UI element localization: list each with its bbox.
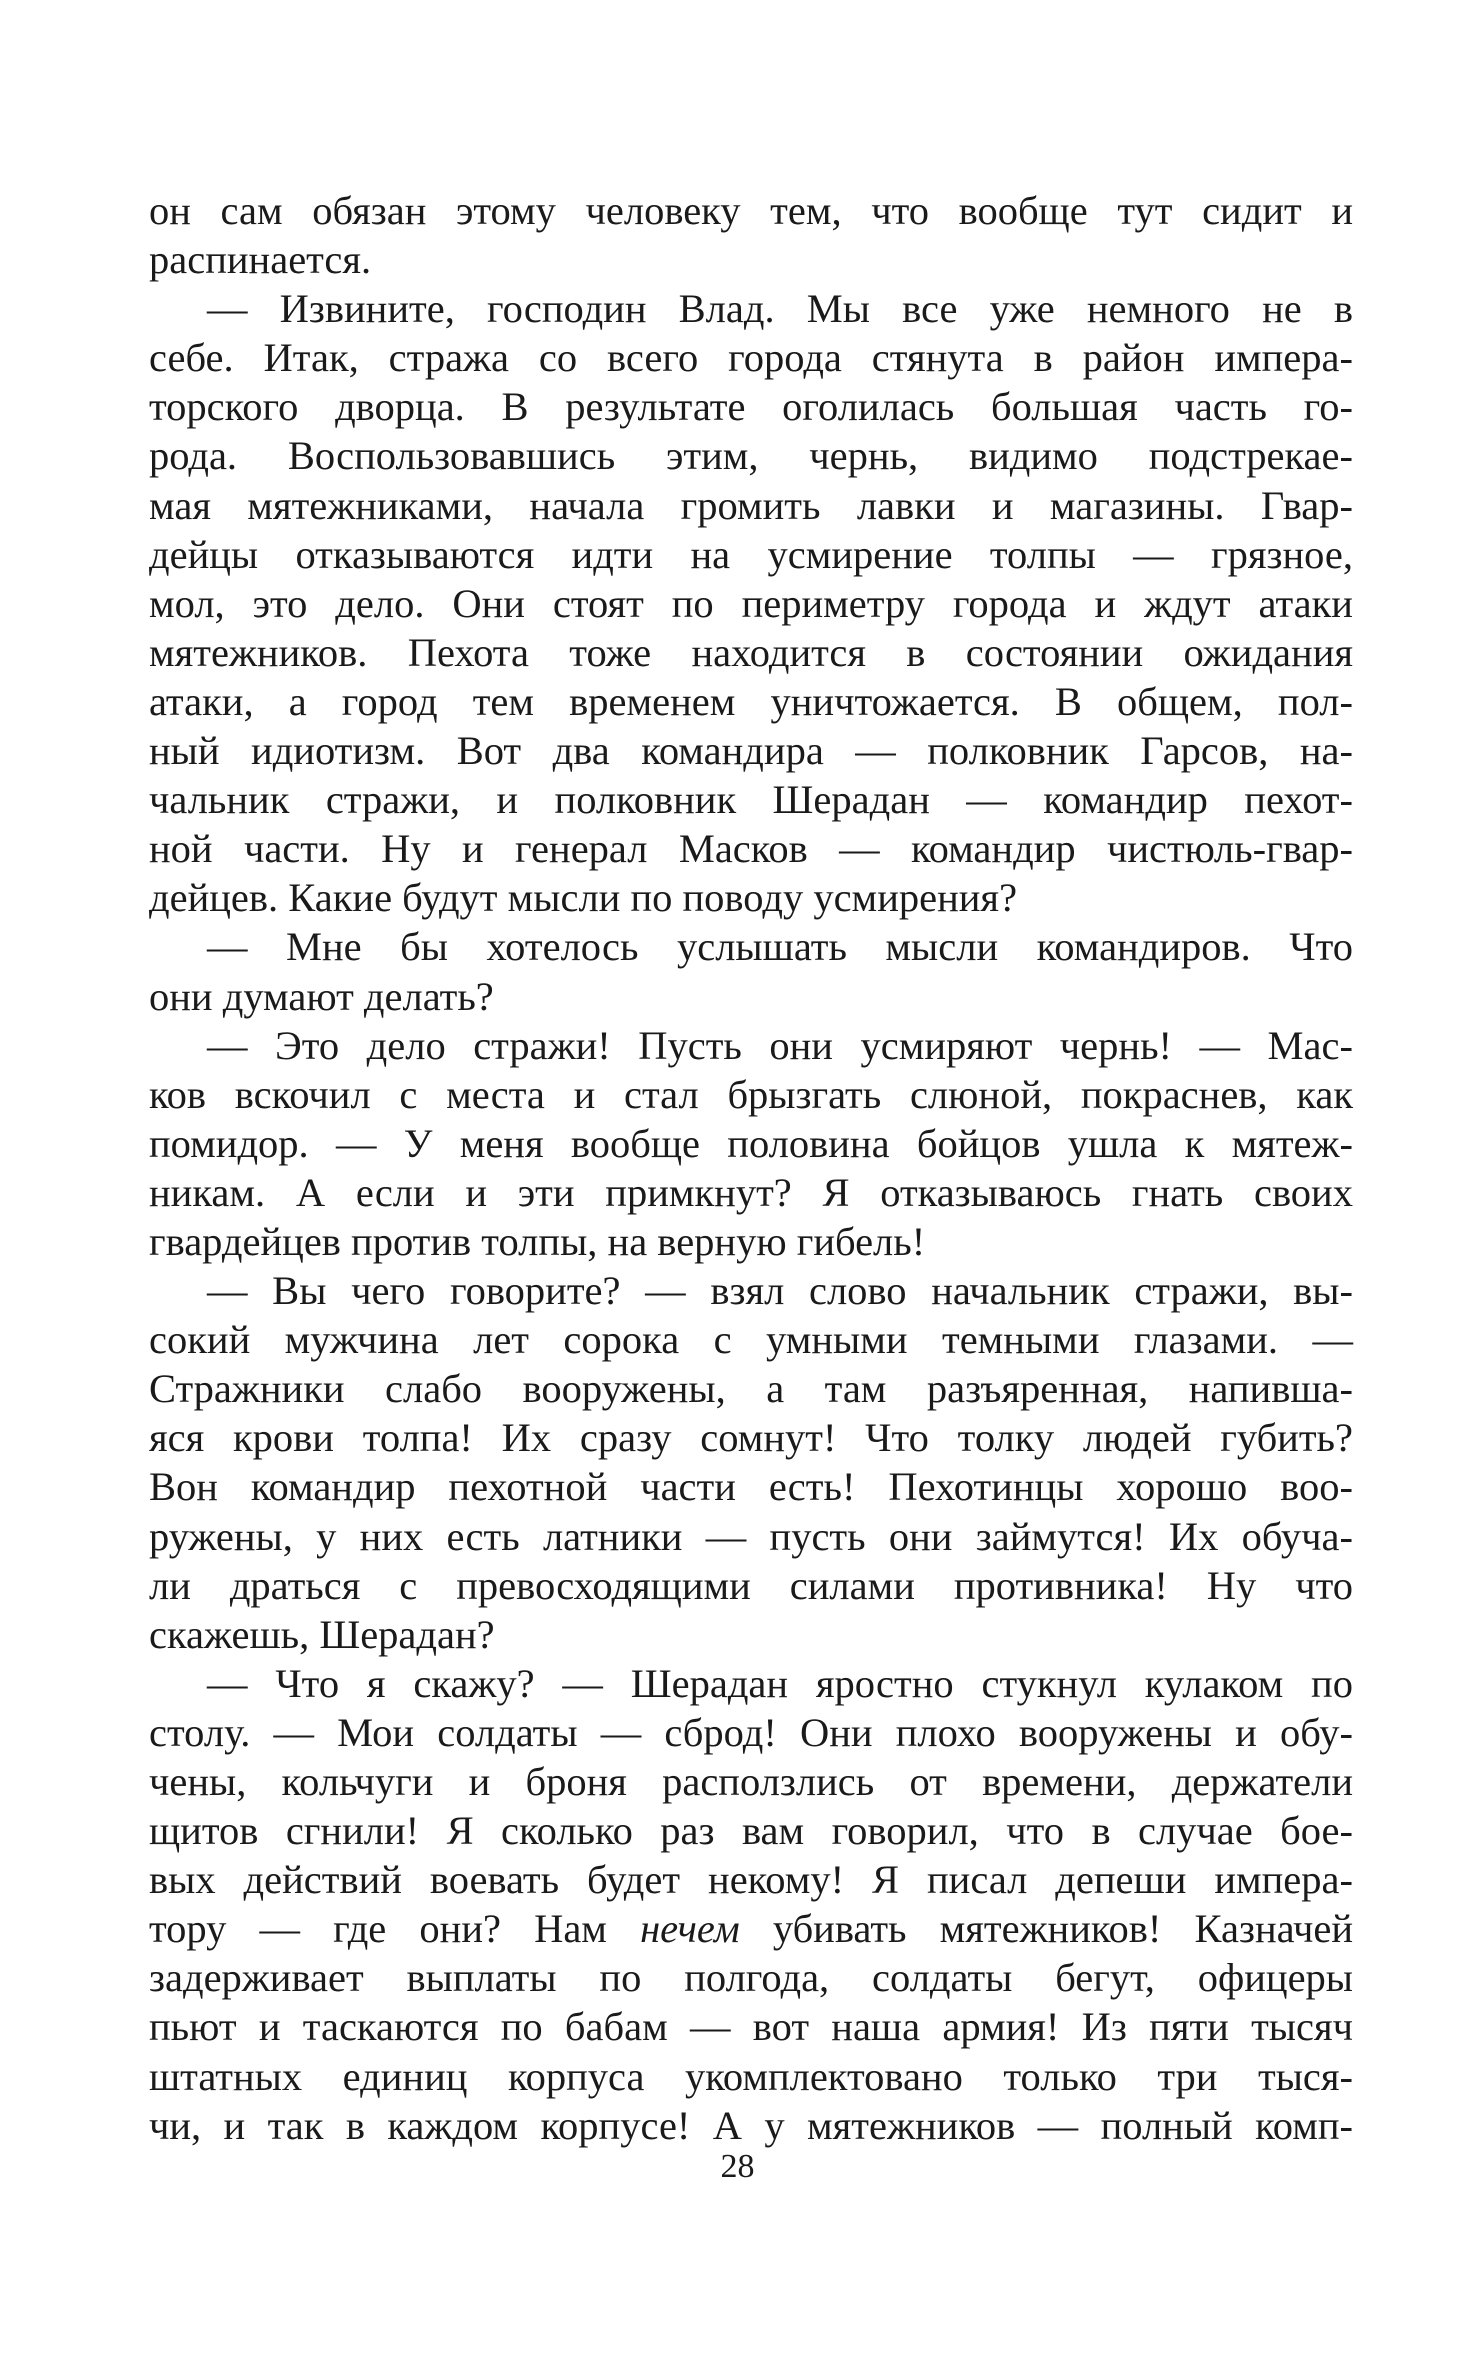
text-line: столу. — Мои солдаты — сброд! Они плохо вооружены и обу- bbox=[149, 1709, 1353, 1755]
text-line: мол, это дело. Они стоят по периметру города и ждут атаки bbox=[149, 580, 1353, 626]
text-line: ный идиотизм. Вот два командира — полковник Гарсов, на- bbox=[149, 728, 1353, 774]
italic-emphasis: нечем bbox=[640, 1906, 740, 1952]
text-line: — Извините, господин Влад. Мы все уже немного не в bbox=[207, 286, 1353, 332]
text-line: — Вы чего говорите? — взял слово начальник стражи, вы- bbox=[207, 1268, 1353, 1314]
text-line: чальник стражи, и полковник Шерадан — командир пехот- bbox=[149, 777, 1353, 823]
text-line: дейцев. Какие будут мысли по поводу усмирения? bbox=[149, 875, 1018, 921]
text-segment: тору — где они? Нам bbox=[149, 1906, 641, 1952]
text-line: ков вскочил с места и стал брызгать слюной, покраснев, как bbox=[149, 1071, 1353, 1117]
text-line: мятежников. Пехота тоже находится в состоянии ожидания bbox=[149, 629, 1353, 675]
text-line: — Это дело стражи! Пусть они усмиряют чернь! — Мас- bbox=[207, 1022, 1353, 1068]
text-line: щитов сгнили! Я сколько раз вам говорил, что в случае бое- bbox=[149, 1808, 1353, 1854]
text-line: сокий мужчина лет сорока с умными темными глазами. — bbox=[149, 1317, 1353, 1363]
text-line: — Что я скажу? — Шерадан яростно стукнул кулаком по bbox=[207, 1660, 1353, 1706]
text-line: штатных единиц корпуса укомплектовано только три тыся- bbox=[149, 2053, 1353, 2099]
text-line: гвардейцев против толпы, на верную гибель! bbox=[149, 1218, 926, 1264]
text-line: распинается. bbox=[149, 237, 372, 283]
text-line: мая мятежниками, начала громить лавки и магазины. Гвар- bbox=[149, 482, 1353, 528]
text-line: ной части. Ну и генерал Масков — командир чистюль-гвар- bbox=[149, 826, 1353, 872]
text-line: вых действий воевать будет некому! Я писал депеши импера- bbox=[149, 1857, 1353, 1903]
text-line: никам. А если и эти примкнут? Я отказываюсь гнать своих bbox=[149, 1169, 1353, 1215]
text-line: торского дворца. В результате оголилась большая часть го- bbox=[149, 384, 1353, 430]
text-segment: убивать мятежников! Казначей bbox=[739, 1906, 1353, 1952]
text-line: атаки, а город тем временем уничтожается. В общем, пол- bbox=[149, 678, 1353, 724]
text-line: себе. Итак, стража со всего города стянута в район импера- bbox=[149, 335, 1353, 381]
text-line: — Мне бы хотелось услышать мысли командиров. Что bbox=[207, 924, 1353, 970]
body-text bbox=[149, 186, 1353, 2150]
text-line: чи, и так в каждом корпусе! А у мятежников — полный комп- bbox=[149, 2102, 1353, 2148]
text-line: Стражники слабо вооружены, а там разъяренная, напивша- bbox=[149, 1366, 1353, 1412]
text-line bbox=[149, 1904, 1353, 1953]
page-number: 28 bbox=[720, 2148, 755, 2185]
text-line: Вон командир пехотной части есть! Пехотинцы хорошо воо- bbox=[149, 1464, 1353, 1510]
text-line: пьют и таскаются по бабам — вот наша армия! Из пяти тысяч bbox=[149, 2004, 1353, 2050]
text-line: чены, кольчуги и броня расползлись от времени, держатели bbox=[149, 1759, 1353, 1804]
text-line: ружены, у них есть латники — пусть они займутся! Их обуча- bbox=[149, 1513, 1353, 1559]
text-line: помидор. — У меня вообще половина бойцов ушла к мятеж- bbox=[149, 1120, 1353, 1166]
text-line: дейцы отказываются идти на усмирение толпы — грязное, bbox=[149, 531, 1353, 577]
text-line: задерживает выплаты по полгода, солдаты бегут, офицеры bbox=[149, 1955, 1353, 2001]
text-line: рода. Воспользовавшись этим, чернь, видимо подстрекае- bbox=[149, 433, 1353, 479]
text-line: они думают делать? bbox=[149, 973, 494, 1019]
text-line: ли драться с превосходящими силами противника! Ну что bbox=[149, 1562, 1353, 1608]
text-line: скажешь, Шерадан? bbox=[149, 1611, 495, 1657]
text-line: яся крови толпа! Их сразу сомнут! Что толку людей губить? bbox=[149, 1415, 1353, 1461]
text-line: он сам обязан этому человеку тем, что вообще тут сидит и bbox=[149, 188, 1353, 233]
